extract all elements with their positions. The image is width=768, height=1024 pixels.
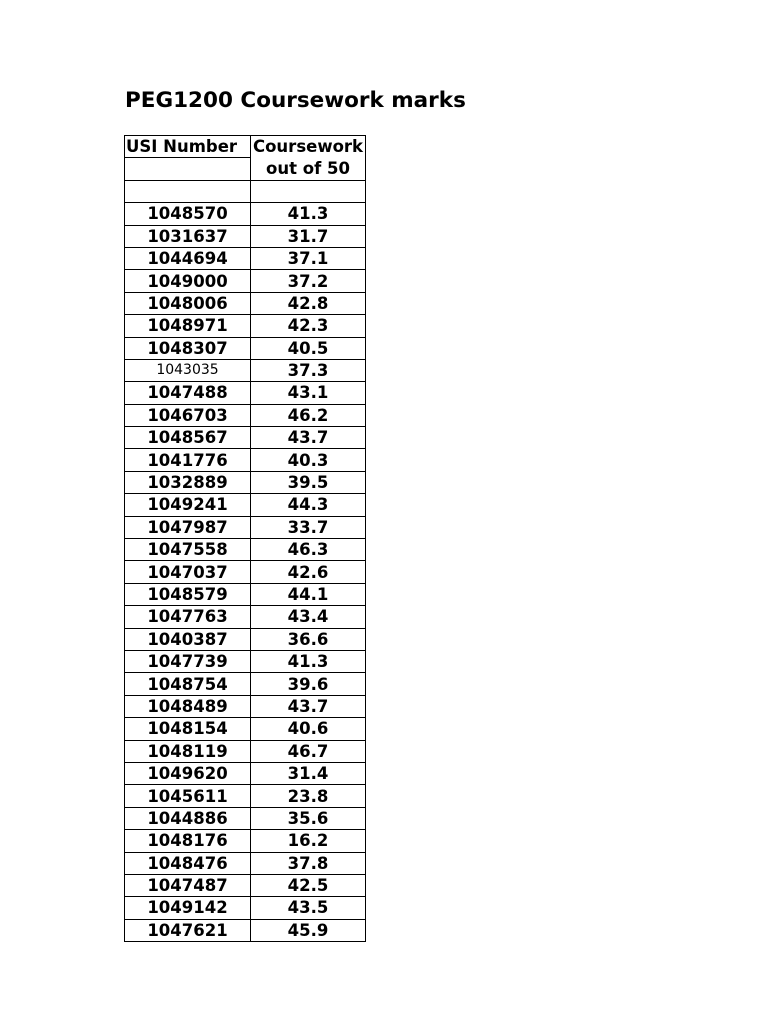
usi-number-cell: 1047487 [125,874,251,896]
table-row [125,583,366,605]
usi-number-cell: 1046703 [125,404,251,426]
table-row [125,270,366,292]
usi-number-cell: 1041776 [125,449,251,471]
usi-number-cell: 1047739 [125,650,251,672]
table-row [125,427,366,449]
header-row [125,136,366,158]
table-row [125,874,366,896]
usi-number-cell: 1048307 [125,337,251,359]
coursework-mark-cell: 46.7 [251,740,366,762]
usi-number-header: USI Number [125,136,251,158]
coursework-mark-cell: 37.2 [251,270,366,292]
usi-number-cell: 1048570 [125,203,251,225]
table-row [125,471,366,493]
table-row [125,807,366,829]
table-row [125,494,366,516]
usi-number-cell: 1045611 [125,785,251,807]
coursework-mark-cell: 33.7 [251,516,366,538]
coursework-mark-cell: 44.3 [251,494,366,516]
page-title: PEG1200 Coursework marks [125,88,466,113]
table-row [125,449,366,471]
coursework-mark-cell: 41.3 [251,203,366,225]
table-row [125,762,366,784]
usi-number-cell: 1048754 [125,673,251,695]
table-row [125,740,366,762]
table-row [125,830,366,852]
coursework-mark-cell: 46.3 [251,539,366,561]
coursework-mark-cell: 39.5 [251,471,366,493]
usi-number-cell: 1047488 [125,382,251,404]
table-row [125,650,366,672]
coursework-mark-cell: 43.7 [251,427,366,449]
usi-number-cell: 1048489 [125,695,251,717]
usi-number-cell: 1049142 [125,897,251,919]
coursework-mark-cell: 40.3 [251,449,366,471]
usi-number-cell: 1048176 [125,830,251,852]
table-row [125,225,366,247]
table-row [125,203,366,225]
usi-number-cell: 1047621 [125,919,251,941]
usi-number-cell: 1047987 [125,516,251,538]
coursework-mark-cell: 37.1 [251,247,366,269]
coursework-mark-cell: 31.4 [251,762,366,784]
coursework-mark-cell: 42.6 [251,561,366,583]
coursework-mark-cell: 41.3 [251,650,366,672]
coursework-mark-cell: 42.8 [251,292,366,314]
table-row [125,516,366,538]
coursework-mark-cell: 43.4 [251,606,366,628]
coursework-header [251,136,366,181]
coursework-mark-cell: 44.1 [251,583,366,605]
marks-table-body [125,136,366,942]
coursework-mark-cell: 36.6 [251,628,366,650]
coursework-mark-cell: 40.6 [251,718,366,740]
usi-number-cell: 1048971 [125,315,251,337]
usi-number-cell: 1049620 [125,762,251,784]
table-row [125,292,366,314]
usi-number-cell: 1049241 [125,494,251,516]
coursework-mark-cell: 16.2 [251,830,366,852]
marks-table [124,135,366,942]
coursework-mark-cell: 46.2 [251,404,366,426]
usi-number-cell: 1047037 [125,561,251,583]
empty-row [125,180,366,202]
table-row [125,919,366,941]
empty-cell [251,180,366,202]
table-row [125,539,366,561]
table-row [125,337,366,359]
coursework-mark-cell: 40.5 [251,337,366,359]
coursework-mark-cell: 39.6 [251,673,366,695]
table-row [125,897,366,919]
coursework-mark-cell: 31.7 [251,225,366,247]
coursework-mark-cell: 43.5 [251,897,366,919]
table-row [125,785,366,807]
coursework-mark-cell: 42.5 [251,874,366,896]
empty-cell [125,180,251,202]
table-row [125,359,366,381]
coursework-mark-cell: 37.8 [251,852,366,874]
table-row [125,404,366,426]
coursework-header-line-1: Coursework [252,137,364,156]
usi-number-cell: 1040387 [125,628,251,650]
coursework-mark-cell: 23.8 [251,785,366,807]
table-row [125,561,366,583]
usi-number-cell: 1049000 [125,270,251,292]
usi-number-cell: 1047558 [125,539,251,561]
usi-number-cell: 1048154 [125,718,251,740]
table-row [125,382,366,404]
table-row [125,673,366,695]
coursework-mark-cell: 37.3 [251,359,366,381]
usi-number-cell: 1044694 [125,247,251,269]
coursework-mark-cell: 43.1 [251,382,366,404]
usi-number-cell: 1048476 [125,852,251,874]
table-row [125,606,366,628]
usi-number-cell: 1048579 [125,583,251,605]
usi-number-cell: 1044886 [125,807,251,829]
usi-number-cell: 1043035 [125,359,251,381]
coursework-mark-cell: 45.9 [251,919,366,941]
coursework-mark-cell: 43.7 [251,695,366,717]
usi-number-cell: 1048006 [125,292,251,314]
usi-number-cell: 1031637 [125,225,251,247]
table-row [125,628,366,650]
table-row [125,315,366,337]
coursework-mark-cell: 42.3 [251,315,366,337]
usi-number-cell: 1048119 [125,740,251,762]
table-row [125,247,366,269]
usi-number-cell: 1032889 [125,471,251,493]
coursework-header-line-2: out of 50 [266,158,350,178]
usi-header-empty-cell [125,158,251,180]
usi-number-cell: 1047763 [125,606,251,628]
table-row [125,695,366,717]
table-row [125,852,366,874]
coursework-mark-cell: 35.6 [251,807,366,829]
table-row [125,718,366,740]
usi-number-cell: 1048567 [125,427,251,449]
